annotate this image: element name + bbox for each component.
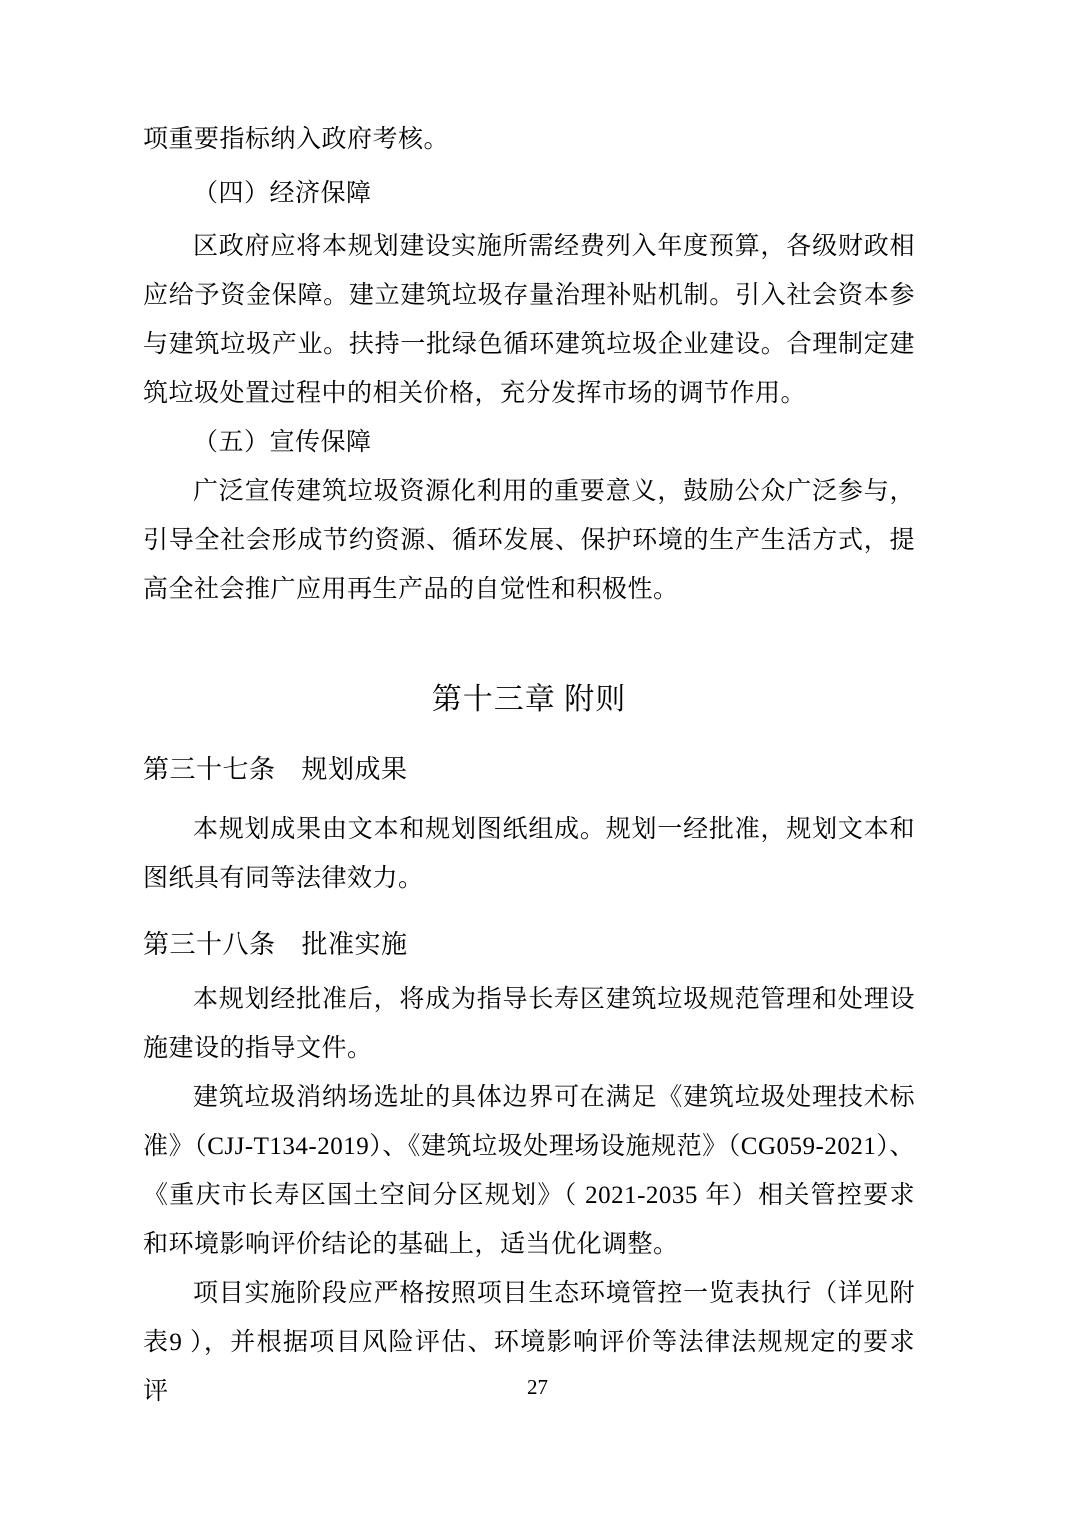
article-38-number: 第三十八条 — [143, 930, 276, 959]
paragraph-planning-results: 本规划成果由文本和规划图纸组成。规划一经批准，规划文本和图纸具有同等法律效力。 — [143, 816, 915, 892]
page-content — [143, 115, 915, 1416]
paragraph-continuation: 项重要指标纳入政府考核。 — [143, 126, 450, 153]
page-number: 27 — [527, 1375, 548, 1399]
article-37-number: 第三十七条 — [143, 755, 276, 784]
article-38-heading — [143, 920, 915, 969]
paragraph-approval-implementation: 本规划经批准后，将成为指导长寿区建筑垃圾规范管理和处理设施建设的指导文件。 — [143, 986, 915, 1062]
paragraph-economic-support: 区政府应将本规划建设实施所需经费列入年度预算，各级财政相应给予资金保障。建立建筑垃圾存量治理补贴机制。引入社会资本参与建筑垃圾产业。扶持一批绿色循环建筑垃圾企业建设。合理制定建筑垃圾处置过程中的相关价格，充分发挥市场的调节作用。 — [143, 233, 915, 407]
article-37-title: 规划成果 — [301, 755, 408, 784]
subsection-heading-publicity: （五）宣传保障 — [193, 429, 372, 456]
paragraph-project-implementation: 项目实施阶段应严格按照项目生态环境管控一览表执行（详见附表9 ），并根据项目风险评估、环境影响评价等法律法规规定的要求评 — [143, 1280, 915, 1405]
article-37-heading — [143, 745, 915, 794]
chapter-heading: 第十三章 附则 — [431, 683, 627, 716]
article-38-title: 批准实施 — [301, 930, 408, 959]
paragraph-siting-boundary: 建筑垃圾消纳场选址的具体边界可在满足《建筑垃圾处理技术标准》（CJJ-T134-2019）、《建筑垃圾处理场设施规范》（CG059-2021）、《重庆市长寿区国土空间分区规划》（ 2021-2035 年）相关管控要求和环境影响评价结论的基础上，适当优化调整。 — [143, 1084, 915, 1258]
paragraph-publicity: 广泛宣传建筑垃圾资源化利用的重要意义，鼓励公众广泛参与，引导全社会形成节约资源、循环发展、保护环境的生产生活方式，提高全社会推广应用再生产品的自觉性和积极性。 — [143, 478, 915, 603]
subsection-heading-economic: （四）经济保障 — [193, 180, 372, 207]
